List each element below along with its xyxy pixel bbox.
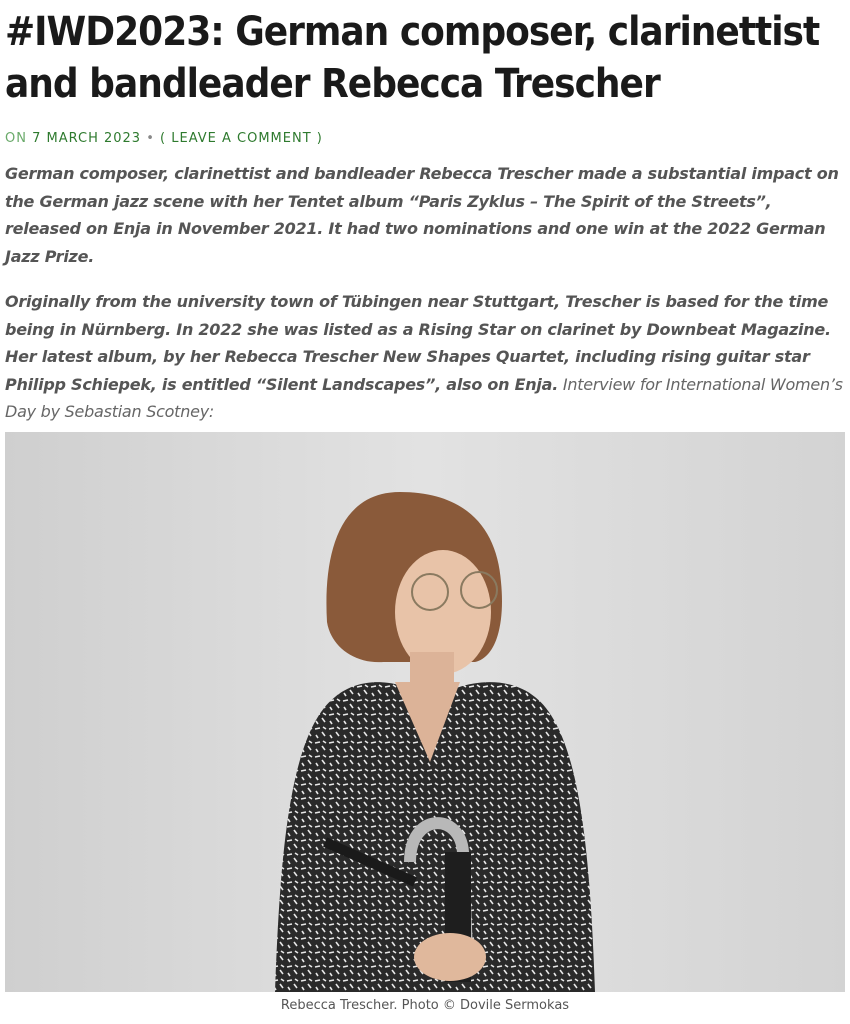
article [5, 0, 845, 426]
meta-separator: • [146, 131, 155, 146]
post-date-link[interactable]: 7 MARCH 2023 [32, 131, 142, 146]
second-paragraph [5, 288, 845, 426]
second-paragraph-bold: Originally from the university town of Tübingen near Stuttgart, Trescher is based for the time being in Nürnberg. In 2022 she was listed as a Rising Star on clarinet by Downbeat Magazine. Her latest album, by her Rebecca Trescher New Shapes Quartet, including rising guitar star Philipp Schiepek, is entitled “Silent Landscapes”, also on Enja. [5, 292, 831, 394]
meta-on-label: ON [5, 131, 27, 146]
article-title: #IWD2023: German composer, clarinettist and bandleader Rebecca Trescher [5, 9, 820, 107]
intro-paragraph: German composer, clarinettist and bandleader Rebecca Trescher made a substantial impact on the German jazz scene with her Tentet album “Paris Zyklus – The Spirit of the Streets”, released on Enja in November 2021. It had two nominations and one win at the 2022 German Jazz Prize. [5, 164, 839, 266]
article-photo [5, 432, 845, 992]
interview-credit: Interview for International Women’s Day by Sebastian Scotney: [5, 374, 843, 421]
post-meta [5, 130, 845, 148]
photo-caption: Rebecca Trescher. Photo © Dovile Sermokas [280, 998, 570, 1013]
leave-comment-link[interactable]: ( LEAVE A COMMENT ) [160, 131, 323, 146]
